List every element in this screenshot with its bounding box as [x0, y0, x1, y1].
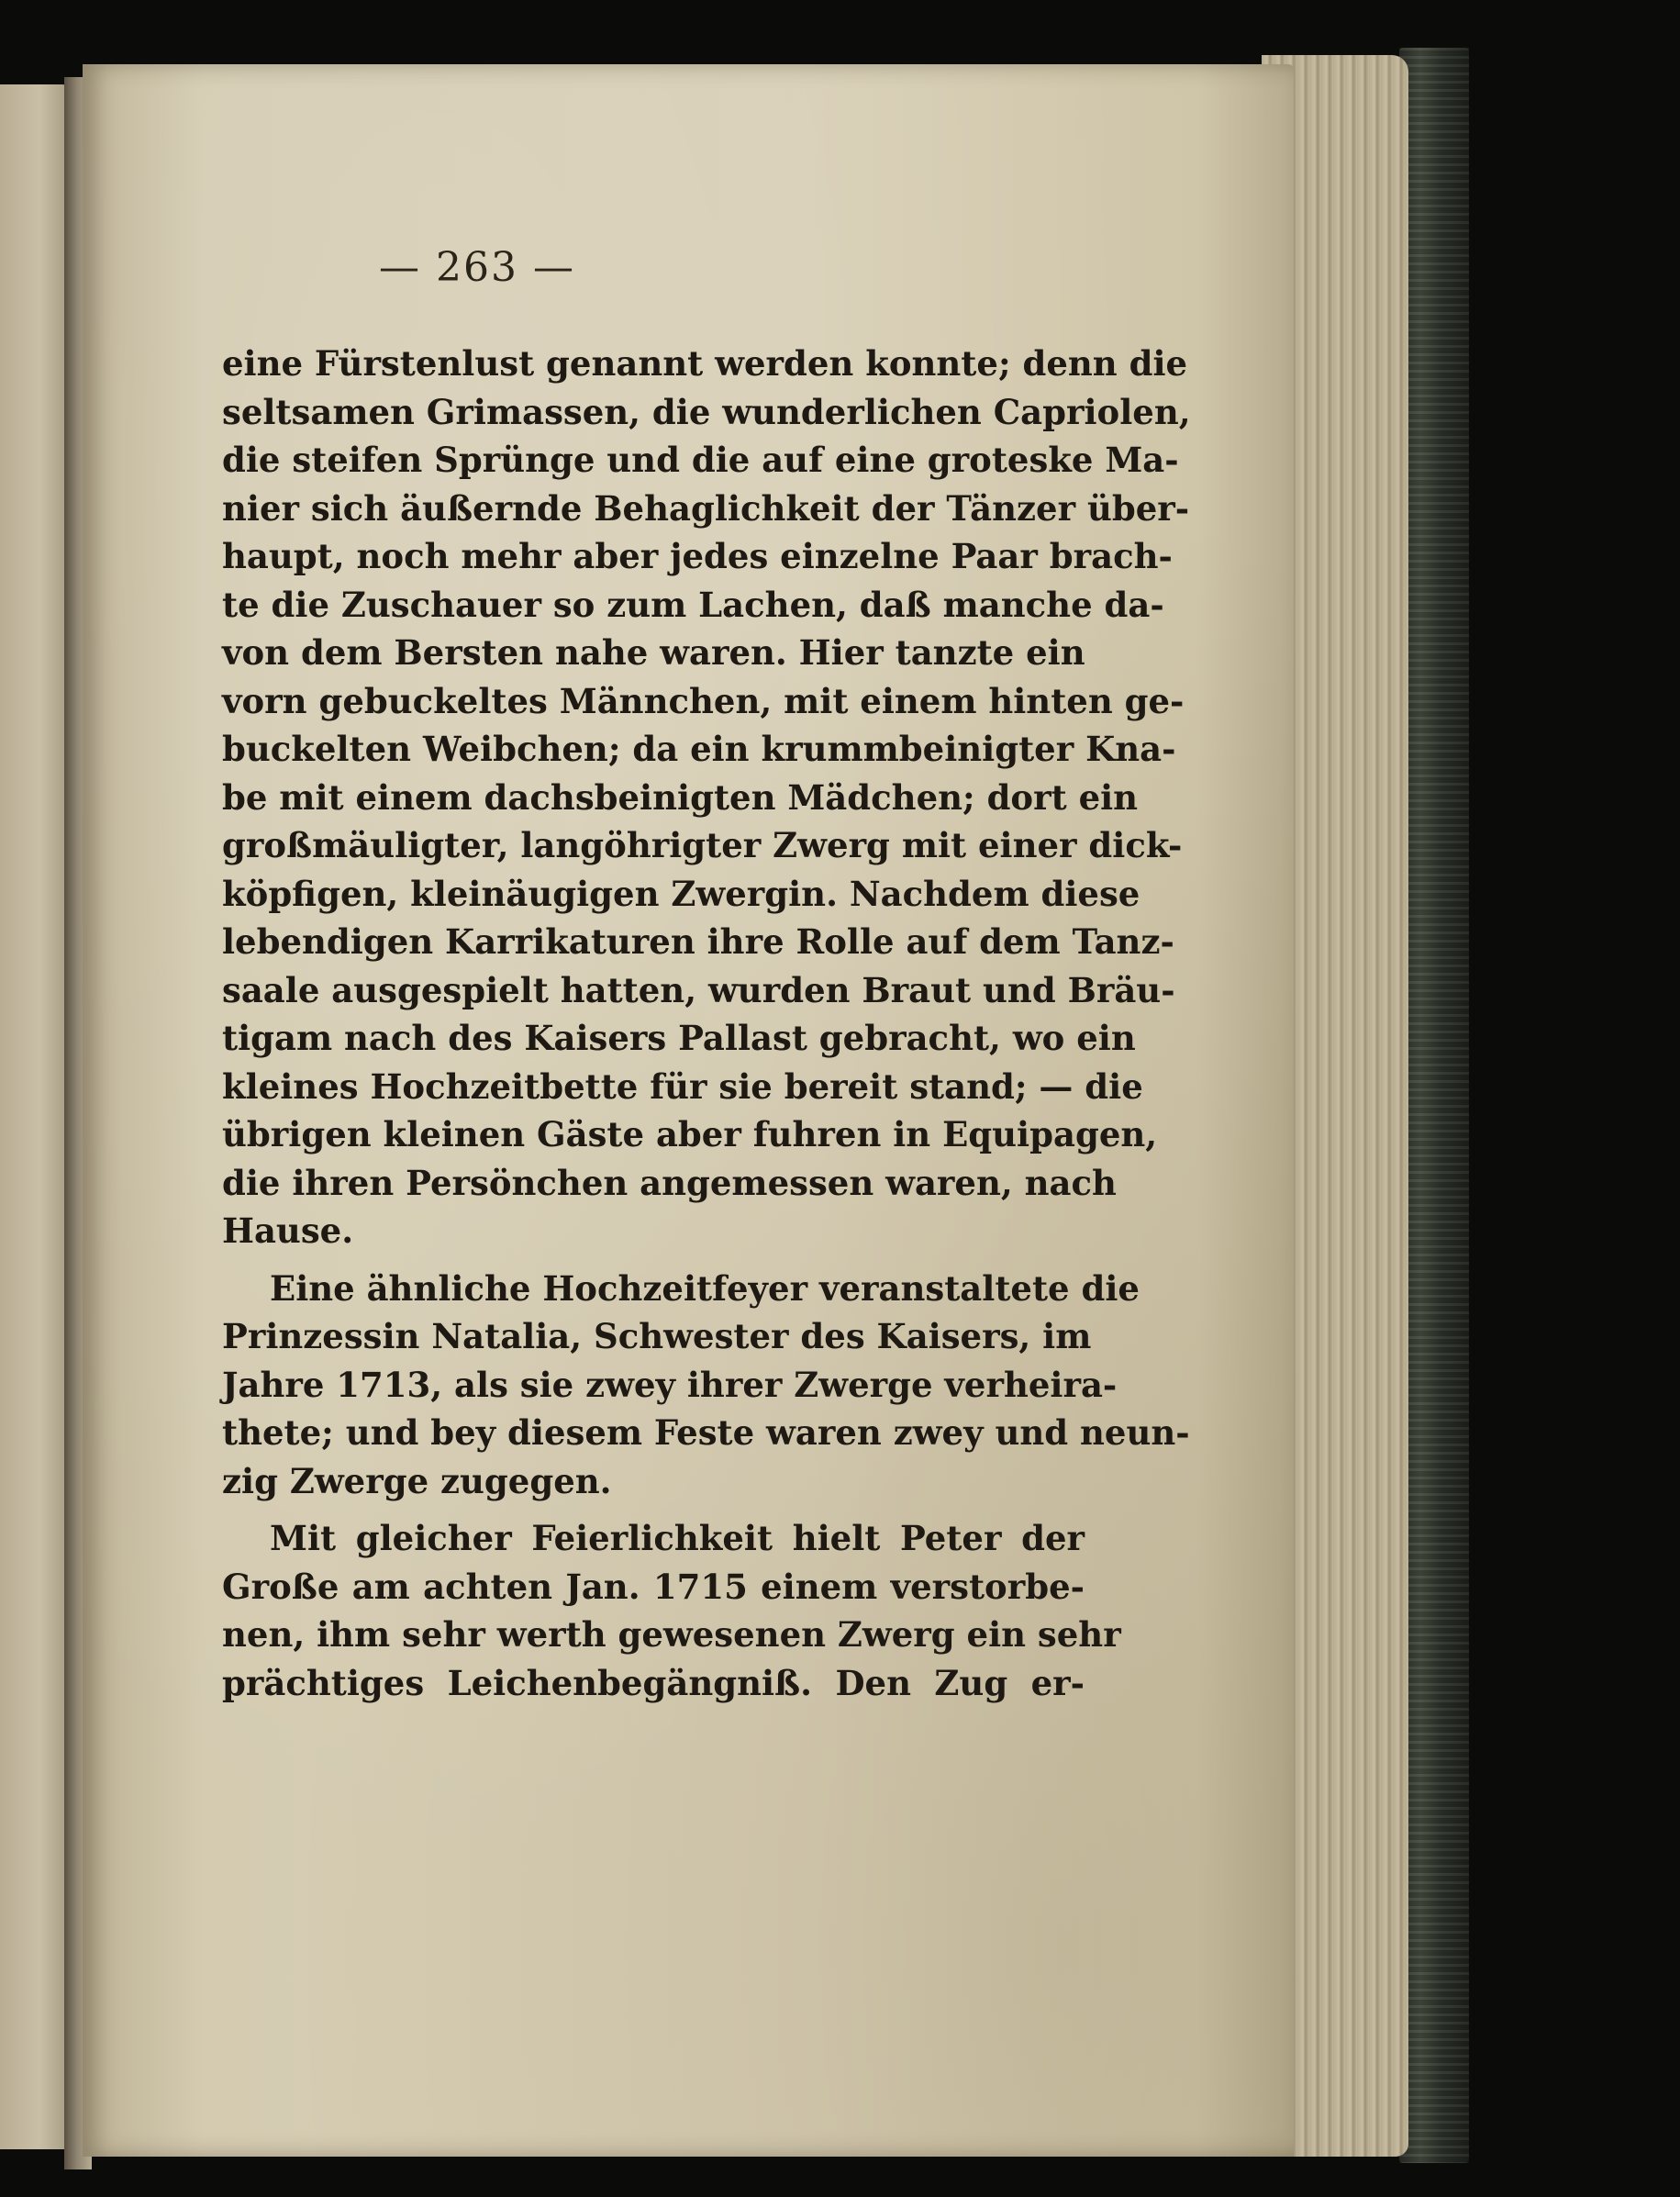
text-line: zig Zwerge zugegen. — [222, 1460, 612, 1501]
page-number: — 263 — — [379, 244, 575, 291]
text-line: übrigen kleinen Gäste aber fuhren in Equipagen, — [222, 1114, 1158, 1154]
text-line: kleines Hochzeitbette für sie bereit stand; — die — [222, 1065, 1143, 1107]
text-line: haupt, noch mehr aber jedes einzelne Paar brach- — [222, 536, 1173, 576]
text-line: von dem Bersten nahe waren. Hier tanzte ein — [222, 632, 1085, 673]
page-text — [222, 340, 1191, 1707]
text-line: tigam nach des Kaisers Pallast gebracht, wo ein — [222, 1018, 1136, 1058]
text-line: buckelten Weibchen; da ein krummbeinigter Kna- — [222, 729, 1176, 769]
text-line: vorn gebuckeltes Männchen, mit einem hinten ge- — [222, 680, 1185, 721]
text-line: Prinzessin Natalia, Schwester des Kaisers, im — [222, 1316, 1092, 1356]
text-line: die steifen Sprünge und die auf eine groteske Ma- — [222, 440, 1179, 480]
text-line: te die Zuschauer so zum Lachen, daß manche da- — [222, 584, 1164, 625]
book-cover — [1399, 48, 1469, 2163]
text-line: großmäuligter, langöhrigter Zwerg mit einer dick- — [222, 825, 1183, 865]
text-line: nier sich äußernde Behaglichkeit der Tänzer über- — [222, 487, 1190, 529]
previous-page — [0, 84, 72, 2149]
text-line: Große am achten Jan. 1715 einem verstorbe- — [222, 1566, 1085, 1607]
text-line: nen, ihm sehr werth gewesenen Zwerg ein sehr — [222, 1614, 1121, 1655]
text-line: eine Fürstenlust genannt werden konnte; denn die — [222, 343, 1188, 384]
text-line: be mit einem dachsbeinigten Mädchen; dort ein — [222, 776, 1139, 818]
text-line: köpfigen, kleinäugigen Zwergin. Nachdem diese — [222, 873, 1140, 914]
text-line: lebendigen Karrikaturen ihre Rolle auf dem Tanz- — [222, 921, 1174, 962]
text-line: Eine ähnliche Hochzeitfeyer veranstaltete die — [270, 1267, 1140, 1309]
text-line: Jahre 1713, als sie zwey ihrer Zwerge verheira- — [222, 1364, 1118, 1405]
text-line: prächtiges Leichenbegängniß. Den Zug er- — [222, 1662, 1085, 1703]
text-line: die ihren Persönchen angemessen waren, nach — [222, 1162, 1117, 1203]
text-line: Mit gleicher Feierlichkeit hielt Peter der — [270, 1518, 1085, 1558]
text-line: thete; und bey diesem Feste waren zwey und neun- — [222, 1412, 1190, 1453]
text-line: seltsamen Grimassen, die wunderlichen Capriolen, — [222, 391, 1191, 432]
text-line: Hause. — [222, 1210, 354, 1251]
book-page — [83, 64, 1294, 2157]
text-line: saale ausgespielt hatten, wurden Braut und Bräu- — [222, 969, 1175, 1010]
